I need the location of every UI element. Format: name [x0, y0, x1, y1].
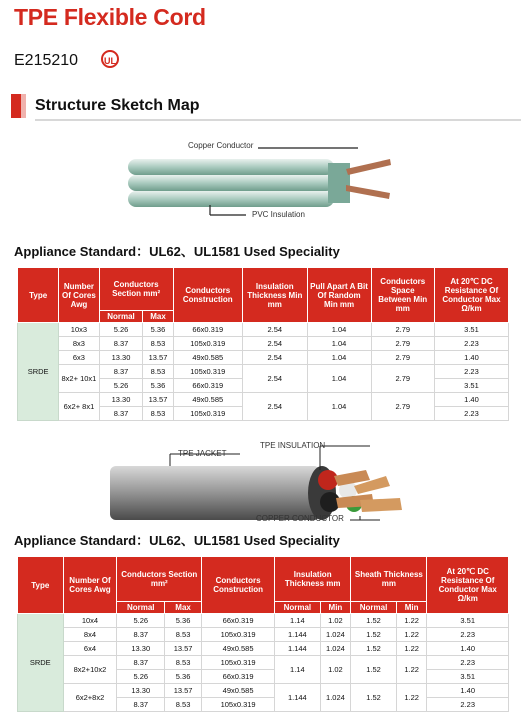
cores-cell: 10x4	[63, 614, 117, 628]
pull-cell: 1.04	[307, 365, 371, 393]
section-title: Structure Sketch Map	[35, 97, 200, 114]
max-cell: 8.53	[143, 365, 173, 379]
table-row	[18, 351, 509, 365]
construction-cell: 105x0.319	[173, 337, 242, 351]
header-pull-apart: Pull Apart A Bit Of Random Min mm	[307, 268, 371, 323]
copper-conductor-label-2: COPPER CONDUCTOR	[256, 514, 344, 523]
section-divider	[35, 119, 521, 121]
sheath-min-cell: 1.22	[396, 656, 427, 684]
resistance-cell: 2.23	[427, 698, 509, 712]
cores-cell: 8x4	[63, 628, 117, 642]
header-construction: Conductors Construction	[173, 268, 242, 323]
normal-cell: 8.37	[99, 407, 143, 421]
header-ins-min: Min	[320, 602, 351, 614]
header-type: Type	[18, 557, 64, 614]
max-cell: 8.53	[143, 407, 173, 421]
space-cell: 2.79	[371, 337, 434, 351]
space-cell: 2.79	[371, 365, 434, 393]
max-cell: 13.57	[165, 642, 202, 656]
resistance-cell: 2.23	[427, 656, 509, 670]
sheath-normal-cell: 1.52	[351, 684, 397, 712]
sheath-normal-cell: 1.52	[351, 656, 397, 684]
construction-cell: 49x0.585	[202, 684, 275, 698]
ins-min-cell: 1.02	[320, 614, 351, 628]
header-normal: Normal	[117, 602, 165, 614]
normal-cell: 13.30	[117, 684, 165, 698]
space-cell: 2.79	[371, 351, 434, 365]
ins-min-cell: 1.024	[320, 684, 351, 712]
section-header	[11, 92, 521, 120]
header-resistance: At 20℃ DC Resistance Of Conductor Max Ω/km	[427, 557, 509, 614]
max-cell: 5.36	[165, 670, 202, 684]
insulation-cell: 2.54	[242, 337, 307, 351]
construction-cell: 105x0.319	[202, 698, 275, 712]
header-insulation: Insulation Thickness Min mm	[242, 268, 307, 323]
header-ins-normal: Normal	[275, 602, 321, 614]
max-cell: 5.36	[165, 614, 202, 628]
normal-cell: 13.30	[99, 393, 143, 407]
resistance-cell: 1.40	[427, 684, 509, 698]
max-cell: 5.36	[143, 379, 173, 393]
sheath-min-cell: 1.22	[396, 684, 427, 712]
sheath-min-cell: 1.22	[396, 642, 427, 656]
construction-cell: 49x0.585	[202, 642, 275, 656]
section-marker	[11, 94, 21, 118]
pull-cell: 1.04	[307, 351, 371, 365]
header-resistance: At 20℃ DC Resistance Of Conductor Max Ω/km	[434, 268, 508, 323]
insulation-cell: 2.54	[242, 323, 307, 337]
header-sheath-normal: Normal	[351, 602, 397, 614]
header-cores: Number Of Cores Awg	[63, 557, 117, 614]
resistance-cell: 2.23	[427, 628, 509, 642]
ins-normal-cell: 1.14	[275, 614, 321, 628]
normal-cell: 5.26	[117, 670, 165, 684]
appliance-standard-2: Appliance Standard：UL62、UL1581 Used Speciality	[14, 533, 340, 548]
sheath-min-cell: 1.22	[396, 614, 427, 628]
normal-cell: 5.26	[99, 379, 143, 393]
table-row	[18, 614, 509, 628]
ul-logo: UL	[101, 50, 119, 68]
header-section: Conductors Section mm²	[117, 557, 202, 602]
construction-cell: 105x0.319	[202, 628, 275, 642]
sheath-normal-cell: 1.52	[351, 614, 397, 628]
pull-cell: 1.04	[307, 323, 371, 337]
table-row	[18, 323, 509, 337]
construction-cell: 105x0.319	[202, 656, 275, 670]
header-type: Type	[18, 268, 59, 323]
construction-cell: 49x0.585	[173, 393, 242, 407]
normal-cell: 8.37	[117, 628, 165, 642]
header-normal: Normal	[99, 311, 143, 323]
spec-table-1	[17, 267, 509, 421]
table-row	[18, 337, 509, 351]
resistance-cell: 2.23	[434, 365, 508, 379]
cores-cell: 6x2+8x2	[63, 684, 117, 712]
round-cord-sketch	[110, 440, 420, 528]
table-row	[18, 365, 509, 379]
header-sheath-min: Min	[396, 602, 427, 614]
table-row	[18, 642, 509, 656]
pull-cell: 1.04	[307, 337, 371, 351]
resistance-cell: 2.23	[434, 407, 508, 421]
construction-cell: 66x0.319	[173, 323, 242, 337]
ins-normal-cell: 1.144	[275, 628, 321, 642]
construction-cell: 66x0.319	[202, 614, 275, 628]
header-cores: Number Of Cores Awg	[59, 268, 99, 323]
insulation-cell: 2.54	[242, 393, 307, 421]
table-row	[18, 684, 509, 698]
appliance-standard-1: Appliance Standard：UL62、UL1581 Used Speciality	[14, 244, 340, 259]
construction-cell: 49x0.585	[173, 351, 242, 365]
cores-cell: 8x2+10x2	[63, 656, 117, 684]
cores-cell: 10x3	[59, 323, 99, 337]
header-section: Conductors Section mm²	[99, 268, 173, 311]
header-max: Max	[143, 311, 173, 323]
normal-cell: 13.30	[117, 642, 165, 656]
pull-cell: 1.04	[307, 393, 371, 421]
construction-cell: 66x0.319	[202, 670, 275, 684]
tpe-jacket-label: TPE JACKET	[178, 449, 227, 458]
type-cell: SRDE	[18, 614, 64, 712]
table-row	[18, 393, 509, 407]
ins-min-cell: 1.024	[320, 628, 351, 642]
construction-cell: 105x0.319	[173, 407, 242, 421]
max-cell: 13.57	[143, 393, 173, 407]
normal-cell: 5.26	[117, 614, 165, 628]
ins-min-cell: 1.02	[320, 656, 351, 684]
resistance-cell: 1.40	[434, 351, 508, 365]
normal-cell: 8.37	[99, 365, 143, 379]
resistance-cell: 3.51	[427, 670, 509, 684]
sheath-normal-cell: 1.52	[351, 628, 397, 642]
resistance-cell: 3.51	[434, 379, 508, 393]
max-cell: 8.53	[165, 698, 202, 712]
insulation-cell: 2.54	[242, 351, 307, 365]
spec-table-2	[17, 556, 509, 712]
header-max: Max	[165, 602, 202, 614]
construction-cell: 105x0.319	[173, 365, 242, 379]
flat-cord-sketch	[128, 135, 448, 225]
type-cell: SRDE	[18, 323, 59, 421]
header-sheath: Sheath Thickness mm	[351, 557, 427, 602]
construction-cell: 66x0.319	[173, 379, 242, 393]
resistance-cell: 1.40	[427, 642, 509, 656]
normal-cell: 8.37	[99, 337, 143, 351]
tpe-insulation-label: TPE INSULATION	[260, 441, 326, 450]
ins-normal-cell: 1.144	[275, 684, 321, 712]
ins-normal-cell: 1.144	[275, 642, 321, 656]
file-number: E215210	[14, 52, 79, 69]
insulation-cell: 2.54	[242, 365, 307, 393]
normal-cell: 13.30	[99, 351, 143, 365]
cores-cell: 8x3	[59, 337, 99, 351]
normal-cell: 5.26	[99, 323, 143, 337]
max-cell: 13.57	[143, 351, 173, 365]
header-construction: Conductors Construction	[202, 557, 275, 614]
max-cell: 8.53	[165, 656, 202, 670]
cores-cell: 6x2+ 8x1	[59, 393, 99, 421]
normal-cell: 8.37	[117, 656, 165, 670]
max-cell: 5.36	[143, 323, 173, 337]
resistance-cell: 2.23	[434, 337, 508, 351]
max-cell: 8.53	[165, 628, 202, 642]
ins-min-cell: 1.024	[320, 642, 351, 656]
header-space: Conductors Space Between Min mm	[371, 268, 434, 323]
resistance-cell: 1.40	[434, 393, 508, 407]
space-cell: 2.79	[371, 323, 434, 337]
max-cell: 8.53	[143, 337, 173, 351]
resistance-cell: 3.51	[427, 614, 509, 628]
header-insulation: Insulation Thickness mm	[275, 557, 351, 602]
normal-cell: 8.37	[117, 698, 165, 712]
max-cell: 13.57	[165, 684, 202, 698]
cores-cell: 8x2+ 10x1	[59, 365, 99, 393]
table-row	[18, 628, 509, 642]
space-cell: 2.79	[371, 393, 434, 421]
copper-conductor-label: Copper Conductor	[188, 141, 254, 150]
sheath-normal-cell: 1.52	[351, 642, 397, 656]
pvc-insulation-label: PVC Insulation	[252, 210, 305, 219]
table-row	[18, 656, 509, 670]
cores-cell: 6x3	[59, 351, 99, 365]
ins-normal-cell: 1.14	[275, 656, 321, 684]
resistance-cell: 3.51	[434, 323, 508, 337]
page-title: TPE Flexible Cord	[14, 4, 206, 30]
sheath-min-cell: 1.22	[396, 628, 427, 642]
cores-cell: 6x4	[63, 642, 117, 656]
